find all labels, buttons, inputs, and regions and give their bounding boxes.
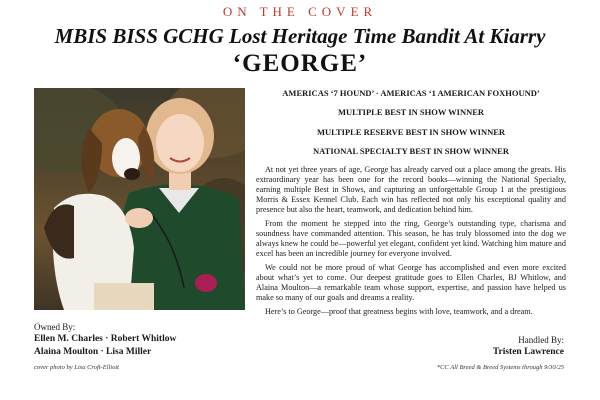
achievement-line: AMERICAS ‘7 HOUND’ · AMERICAS ‘1 AMERICAN FOXHOUND’ bbox=[282, 88, 540, 98]
body-paragraph: At not yet three years of age, George has already carved out a place among the greats. His extraordinary year has been one for the record books—winning the National Specialty, earning multiple Best in Shows, and capturing an unforgettable Group 1 at the prestigious Morris & Essex Kennel Club. Each win has reflected not only his exceptional quality and presence but also the heart, teamwork, and dedication behind him. bbox=[256, 165, 566, 215]
handled-by-label: Handled By: bbox=[518, 335, 564, 345]
cover-photo bbox=[34, 88, 245, 310]
body-paragraph: We could not be more proud of what George has accomplished and even more excited about what’s yet to come. Our deepest gratitude goes to Ellen Charles, BJ Whitlow, and Alaina Moulton—a remarkable team whose support, expertise, and passion have helped us make so many of our goals and dreams a reality. bbox=[256, 263, 566, 303]
achievement-line: MULTIPLE RESERVE BEST IN SHOW WINNER bbox=[316, 126, 506, 137]
body-paragraph: Here’s to George—proof that greatness begins with love, teamwork, and a dream. bbox=[265, 307, 533, 317]
body-paragraph: From the moment he stepped into the ring, George’s outstanding type, charisma and soundness have commanded attention. This season, he has truly blossomed into the dog we always knew he could be—powerful yet elegant, confident yet kind. Watching him mature and excel has been an incredible journey for everyone involved. bbox=[256, 219, 566, 259]
handler-name: Tristen Lawrence bbox=[492, 347, 564, 357]
owner-names: Ellen M. Charles · Robert Whitlow bbox=[34, 334, 177, 344]
dog-call-name: ‘GEORGE’ bbox=[232, 50, 368, 77]
article-text bbox=[256, 88, 566, 321]
dog-registered-name: MBIS BISS GCHG Lost Heritage Time Bandit At Kiarry bbox=[54, 24, 546, 48]
photo-credit: cover photo by Lisa Croft-Elliott bbox=[34, 364, 119, 371]
achievement-line: MULTIPLE BEST IN SHOW WINNER bbox=[337, 107, 485, 118]
ranking-footnote: *CC All Breed & Breed Systems through 9/30/25 bbox=[436, 364, 564, 371]
achievement-line: NATIONAL SPECIALTY BEST IN SHOW WINNER bbox=[313, 146, 509, 157]
owner-names: Alaina Moulton · Lisa Miller bbox=[34, 347, 152, 357]
photographer-logo-icon bbox=[195, 274, 217, 292]
owned-by-label: Owned By: bbox=[34, 322, 76, 332]
section-kicker: ON THE COVER bbox=[222, 4, 378, 19]
